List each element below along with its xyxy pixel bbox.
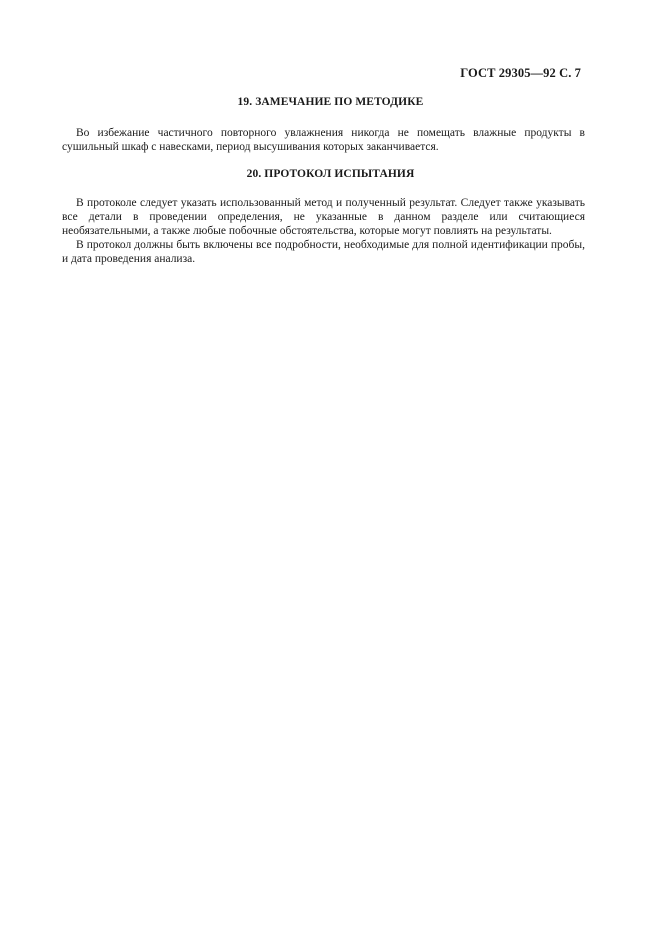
section-19-paragraph [62, 126, 585, 154]
section-19-title: 19. ЗАМЕЧАНИЕ ПО МЕТОДИКЕ [237, 96, 424, 108]
section-20-paragraph-1-text: В протоколе следует указать использованный метод и полученный результат. Следует также указывать все детали в проведении определения, не указанные в данном разделе или считающиеся необязательными, а также любые побочные обстоятельства, которые могут повлиять на результаты. [62, 197, 585, 237]
page-header-doc-ref: ГОСТ 29305—92 С. 7 [460, 66, 581, 80]
section-19-paragraph-text: Во избежание частичного повторного увлажнения никогда не помещать влажные продукты в сушильный шкаф с навесками, период высушивания которых заканчивается. [62, 127, 585, 153]
section-20-paragraph-2 [62, 238, 585, 266]
section-20-paragraph-1 [62, 196, 585, 238]
section-20-paragraph-2-text: В протокол должны быть включены все подробности, необходимые для полной идентификации пробы, и дата проведения анализа. [62, 239, 585, 265]
section-20-title: 20. ПРОТОКОЛ ИСПЫТАНИЯ [246, 168, 415, 180]
